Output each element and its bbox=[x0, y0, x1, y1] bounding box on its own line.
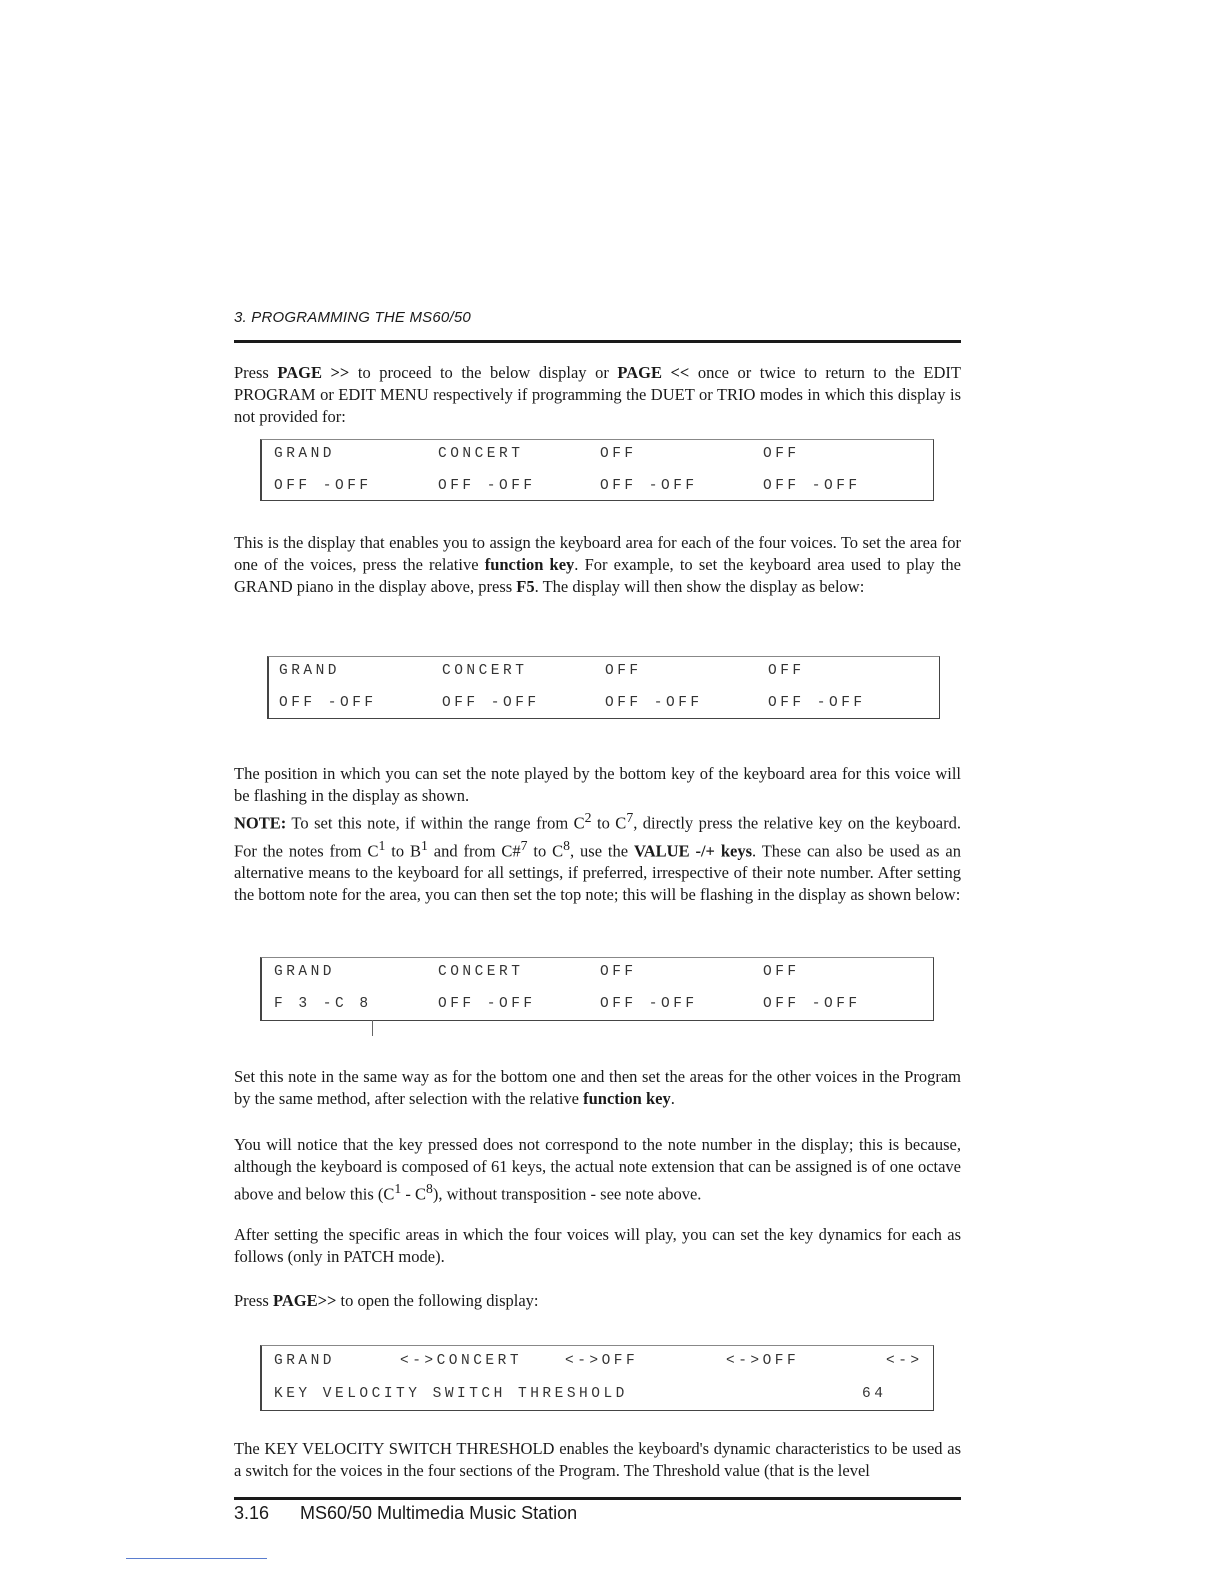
lcd-voice-3-name: OFF bbox=[605, 663, 642, 679]
lcd-voice-1-name: GRAND bbox=[274, 446, 336, 462]
lcd-parameter-label: KEY VELOCITY SWITCH THRESHOLD bbox=[274, 1386, 628, 1402]
flashing-cursor-marker bbox=[372, 1020, 373, 1036]
paragraph-assign-area: This is the display that enables you to assign the keyboard area for each of the four voices. To set the area for one of the voices, press the relative function key. For example, to set the keyboard area used to play the GRAND piano in the display above, press F5. The display will then show the display as below: bbox=[234, 533, 961, 596]
lcd-voice-1-name: GRAND bbox=[274, 964, 336, 980]
lcd-voice-2-name: <->CONCERT bbox=[400, 1353, 523, 1369]
paragraph-note-extension: You will notice that the key pressed does not correspond to the note number in the display; this is because, although the keyboard is composed of 61 keys, the actual note extension that can be assigned is of one octave above and below this $(C^1 - C^8)$, without transposition - see note above. bbox=[234, 1135, 961, 1204]
function-key-term: function key bbox=[484, 555, 575, 574]
function-key-term: function key bbox=[583, 1089, 671, 1108]
page-forward-key: PAGE >> bbox=[277, 363, 350, 382]
footer-rule bbox=[234, 1497, 961, 1500]
lcd-voice-4-range: OFF -OFF bbox=[763, 996, 861, 1012]
lcd-voice-3-range: OFF -OFF bbox=[600, 478, 698, 494]
lcd-voice-2-name: CONCERT bbox=[438, 964, 524, 980]
paragraph-open-display: Press PAGE>> to open the following display: bbox=[234, 1291, 539, 1310]
note-label: NOTE: bbox=[234, 813, 287, 833]
paragraph-set-note: Set this note in the same way as for the bottom one and then set the areas for the other voices in the Program by the same method, after selection with the relative function key. bbox=[234, 1067, 961, 1108]
margin-mark bbox=[126, 1558, 267, 1559]
lcd-voice-3-range: OFF -OFF bbox=[600, 996, 698, 1012]
lcd-display-bottom-note bbox=[267, 656, 940, 719]
paragraph-key-dynamics: After setting the specific areas in which the four voices will play, you can set the key dynamics for each as follows (only in PATCH mode). bbox=[234, 1225, 961, 1266]
lcd-voice-2-name: CONCERT bbox=[438, 446, 524, 462]
lcd-voice-2-range: OFF -OFF bbox=[438, 478, 536, 494]
f5-key-term: F5 bbox=[516, 577, 535, 596]
lcd-voice-4-name: OFF bbox=[768, 663, 805, 679]
lcd-parameter-value: 64 bbox=[862, 1386, 887, 1402]
lcd-swap-arrows: <-> bbox=[886, 1353, 923, 1369]
page-footer bbox=[234, 1503, 577, 1524]
lcd-voice-1-range: F 3 -C 8 bbox=[274, 996, 372, 1012]
page-forward-key: PAGE>> bbox=[272, 1291, 337, 1310]
lcd-voice-1-range: OFF -OFF bbox=[279, 695, 377, 711]
lcd-voice-2-range: OFF -OFF bbox=[438, 996, 536, 1012]
lcd-voice-4-range: OFF -OFF bbox=[763, 478, 861, 494]
footer-title: MS60/50 Multimedia Music Station bbox=[300, 1503, 578, 1523]
running-header: 3. PROGRAMMING THE MS60/50 bbox=[234, 309, 471, 326]
paragraph-flashing-note: The position in which you can set the note played by the bottom key of the keyboard area for this voice will be flashing in the display as shown. NOTE: To set this note, if within the range from $C^2$ to $C^7$, directly press the relative key on the keyboard. For the notes from $C^1$ to $B^1$ and from C#$^7$ to $C^8$, use the VALUE -/+ keys. These can also be used as an alternative means to the keyboard for all settings, if preferred, irrespective of their note number. After setting the bottom note for the area, you can then set the top note; this will be flashing in the display as shown below: bbox=[234, 764, 961, 904]
lcd-display-voice-areas bbox=[260, 439, 934, 501]
lcd-display-velocity-threshold bbox=[260, 1345, 934, 1411]
lcd-voice-2-name: CONCERT bbox=[442, 663, 528, 679]
lcd-voice-1-name: GRAND bbox=[279, 663, 341, 679]
lcd-voice-3-name: OFF bbox=[600, 964, 637, 980]
lcd-voice-1-name: GRAND bbox=[274, 1353, 336, 1369]
lcd-voice-3-range: OFF -OFF bbox=[605, 695, 703, 711]
lcd-voice-3-name: <->OFF bbox=[565, 1353, 639, 1369]
header-rule bbox=[234, 340, 961, 343]
lcd-voice-4-name: OFF bbox=[763, 964, 800, 980]
lcd-voice-1-range: OFF -OFF bbox=[274, 478, 372, 494]
lcd-voice-2-range: OFF -OFF bbox=[442, 695, 540, 711]
lcd-voice-4-name: OFF bbox=[763, 446, 800, 462]
lcd-voice-3-name: OFF bbox=[600, 446, 637, 462]
value-keys-term: VALUE -/+ keys bbox=[633, 841, 752, 860]
paragraph-velocity-switch: The KEY VELOCITY SWITCH THRESHOLD enables the keyboard's dynamic characteristics to be used as a switch for the voices in the four sections of the Program. The Threshold value (that is the level bbox=[234, 1439, 961, 1480]
paragraph-intro: Press PAGE >> to proceed to the below display or PAGE << once or twice to return to the EDIT PROGRAM or EDIT MENU respectively if programming the DUET or TRIO modes in which this display is not provided for: bbox=[234, 363, 961, 426]
page-back-key: PAGE << bbox=[617, 363, 690, 382]
lcd-voice-4-name: <->OFF bbox=[726, 1353, 800, 1369]
lcd-display-top-note bbox=[260, 957, 934, 1021]
lcd-voice-4-range: OFF -OFF bbox=[768, 695, 866, 711]
page-number: 3.16 bbox=[234, 1503, 270, 1523]
